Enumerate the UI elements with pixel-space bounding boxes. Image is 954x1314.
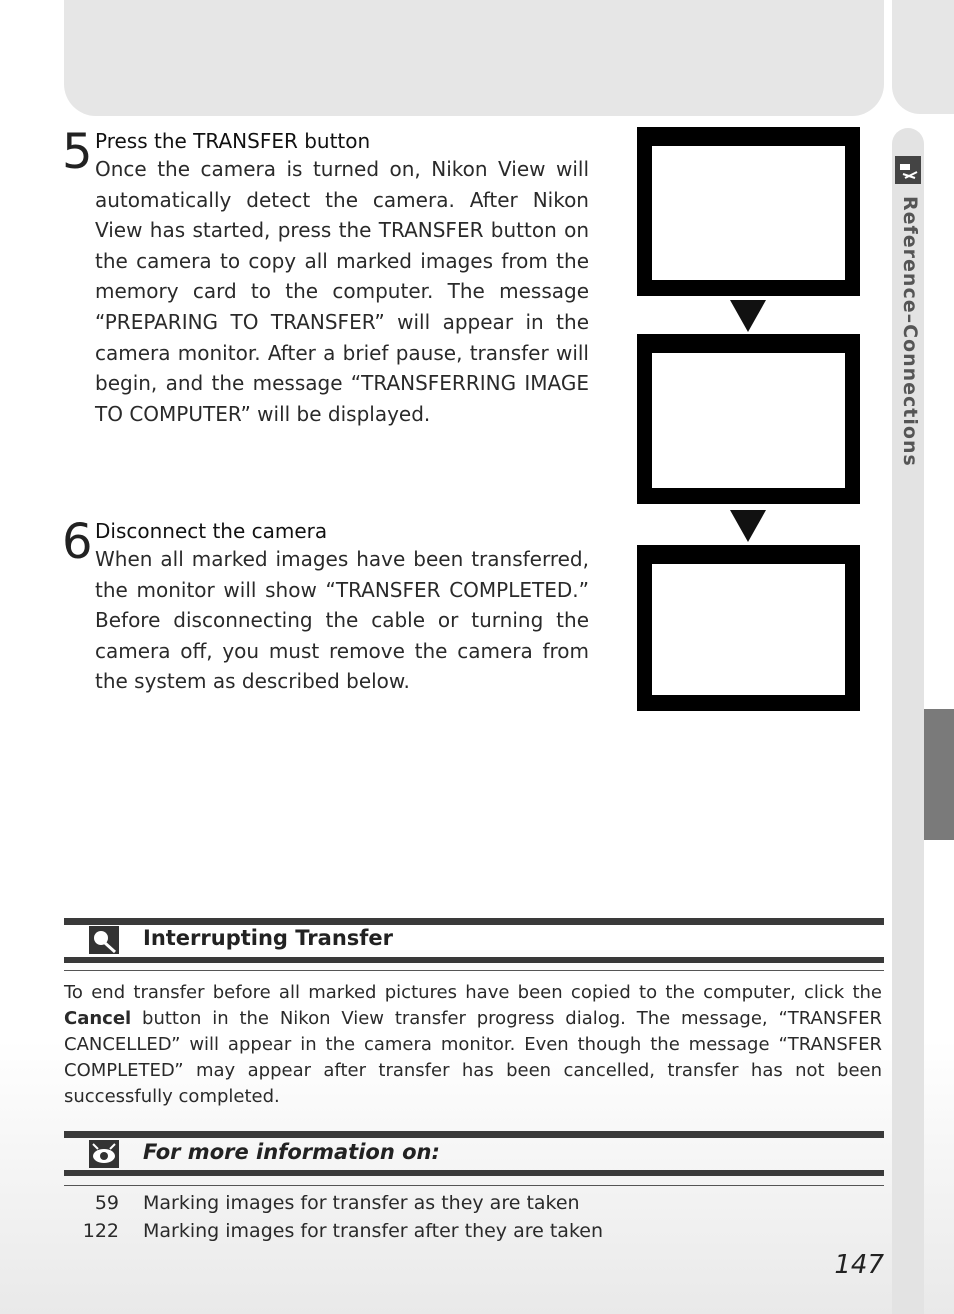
monitor-screen [637, 545, 860, 711]
step-number: 6 [62, 514, 93, 570]
reference-page[interactable]: 59 [94, 1192, 119, 1214]
connections-icon [895, 156, 921, 184]
reference-row[interactable] [64, 1220, 884, 1248]
down-arrow-icon [730, 300, 766, 332]
top-banner [64, 0, 884, 116]
page-number: 147 [834, 1250, 884, 1280]
eye-icon [89, 1140, 119, 1168]
top-right-tab [892, 0, 954, 114]
reference-row[interactable] [64, 1192, 884, 1220]
section-rule [64, 1131, 884, 1138]
reference-text: Marking images for transfer as they are taken [143, 1192, 580, 1214]
section-rule [64, 957, 884, 963]
monitor-screen [637, 127, 860, 296]
reference-text: Marking images for transfer after they are taken [143, 1220, 603, 1242]
step-number: 5 [62, 124, 93, 180]
monitor-screen [637, 334, 860, 504]
section-rule [64, 918, 884, 925]
step-title: Disconnect the camera [95, 519, 328, 543]
cancel-keyword: Cancel [64, 1008, 132, 1029]
down-arrow-icon [730, 510, 766, 542]
section-line [64, 970, 884, 971]
note-body: To end transfer before all marked pictures have been copied to the computer, click the Cancel button in the Nikon View transfer progress dialog. The message, “TRANSFER CANCELLED” will appear in the camera monitor. Even though the message “TRANSFER COMPLETED” may appear after transfer has been cancelled, transfer has not been successfully completed. [64, 982, 882, 1107]
step-body: Once the camera is turned on, Nikon View will automatically detect the camera. After Nikon View has started, press the TRANSFER button on the camera to copy all marked images from the memory card to the computer. The message “PREPARING TO TRANSFER” will appear in the camera monitor. After a brief pause, transfer will begin, and the message “TRANSFERRING IMAGE TO COMPUTER” will be displayed. [95, 157, 589, 426]
step-body: When all marked images have been transferred, the monitor will show “TRANSFER COMPLETED.” Before disconnecting the cable or turning the camera off, you must remove the camera from the system as described below. [95, 547, 589, 694]
section-line [64, 1185, 884, 1186]
step-title: Press the TRANSFER button [95, 129, 371, 153]
reference-page[interactable]: 122 [82, 1220, 119, 1242]
more-info-title: For more information on: [143, 1140, 440, 1164]
section-label: Reference–Connections [899, 196, 921, 467]
note-title: Interrupting Transfer [143, 926, 394, 950]
note-icon [89, 926, 119, 954]
chapter-thumb-tab[interactable] [924, 709, 954, 840]
section-rule [64, 1170, 884, 1176]
